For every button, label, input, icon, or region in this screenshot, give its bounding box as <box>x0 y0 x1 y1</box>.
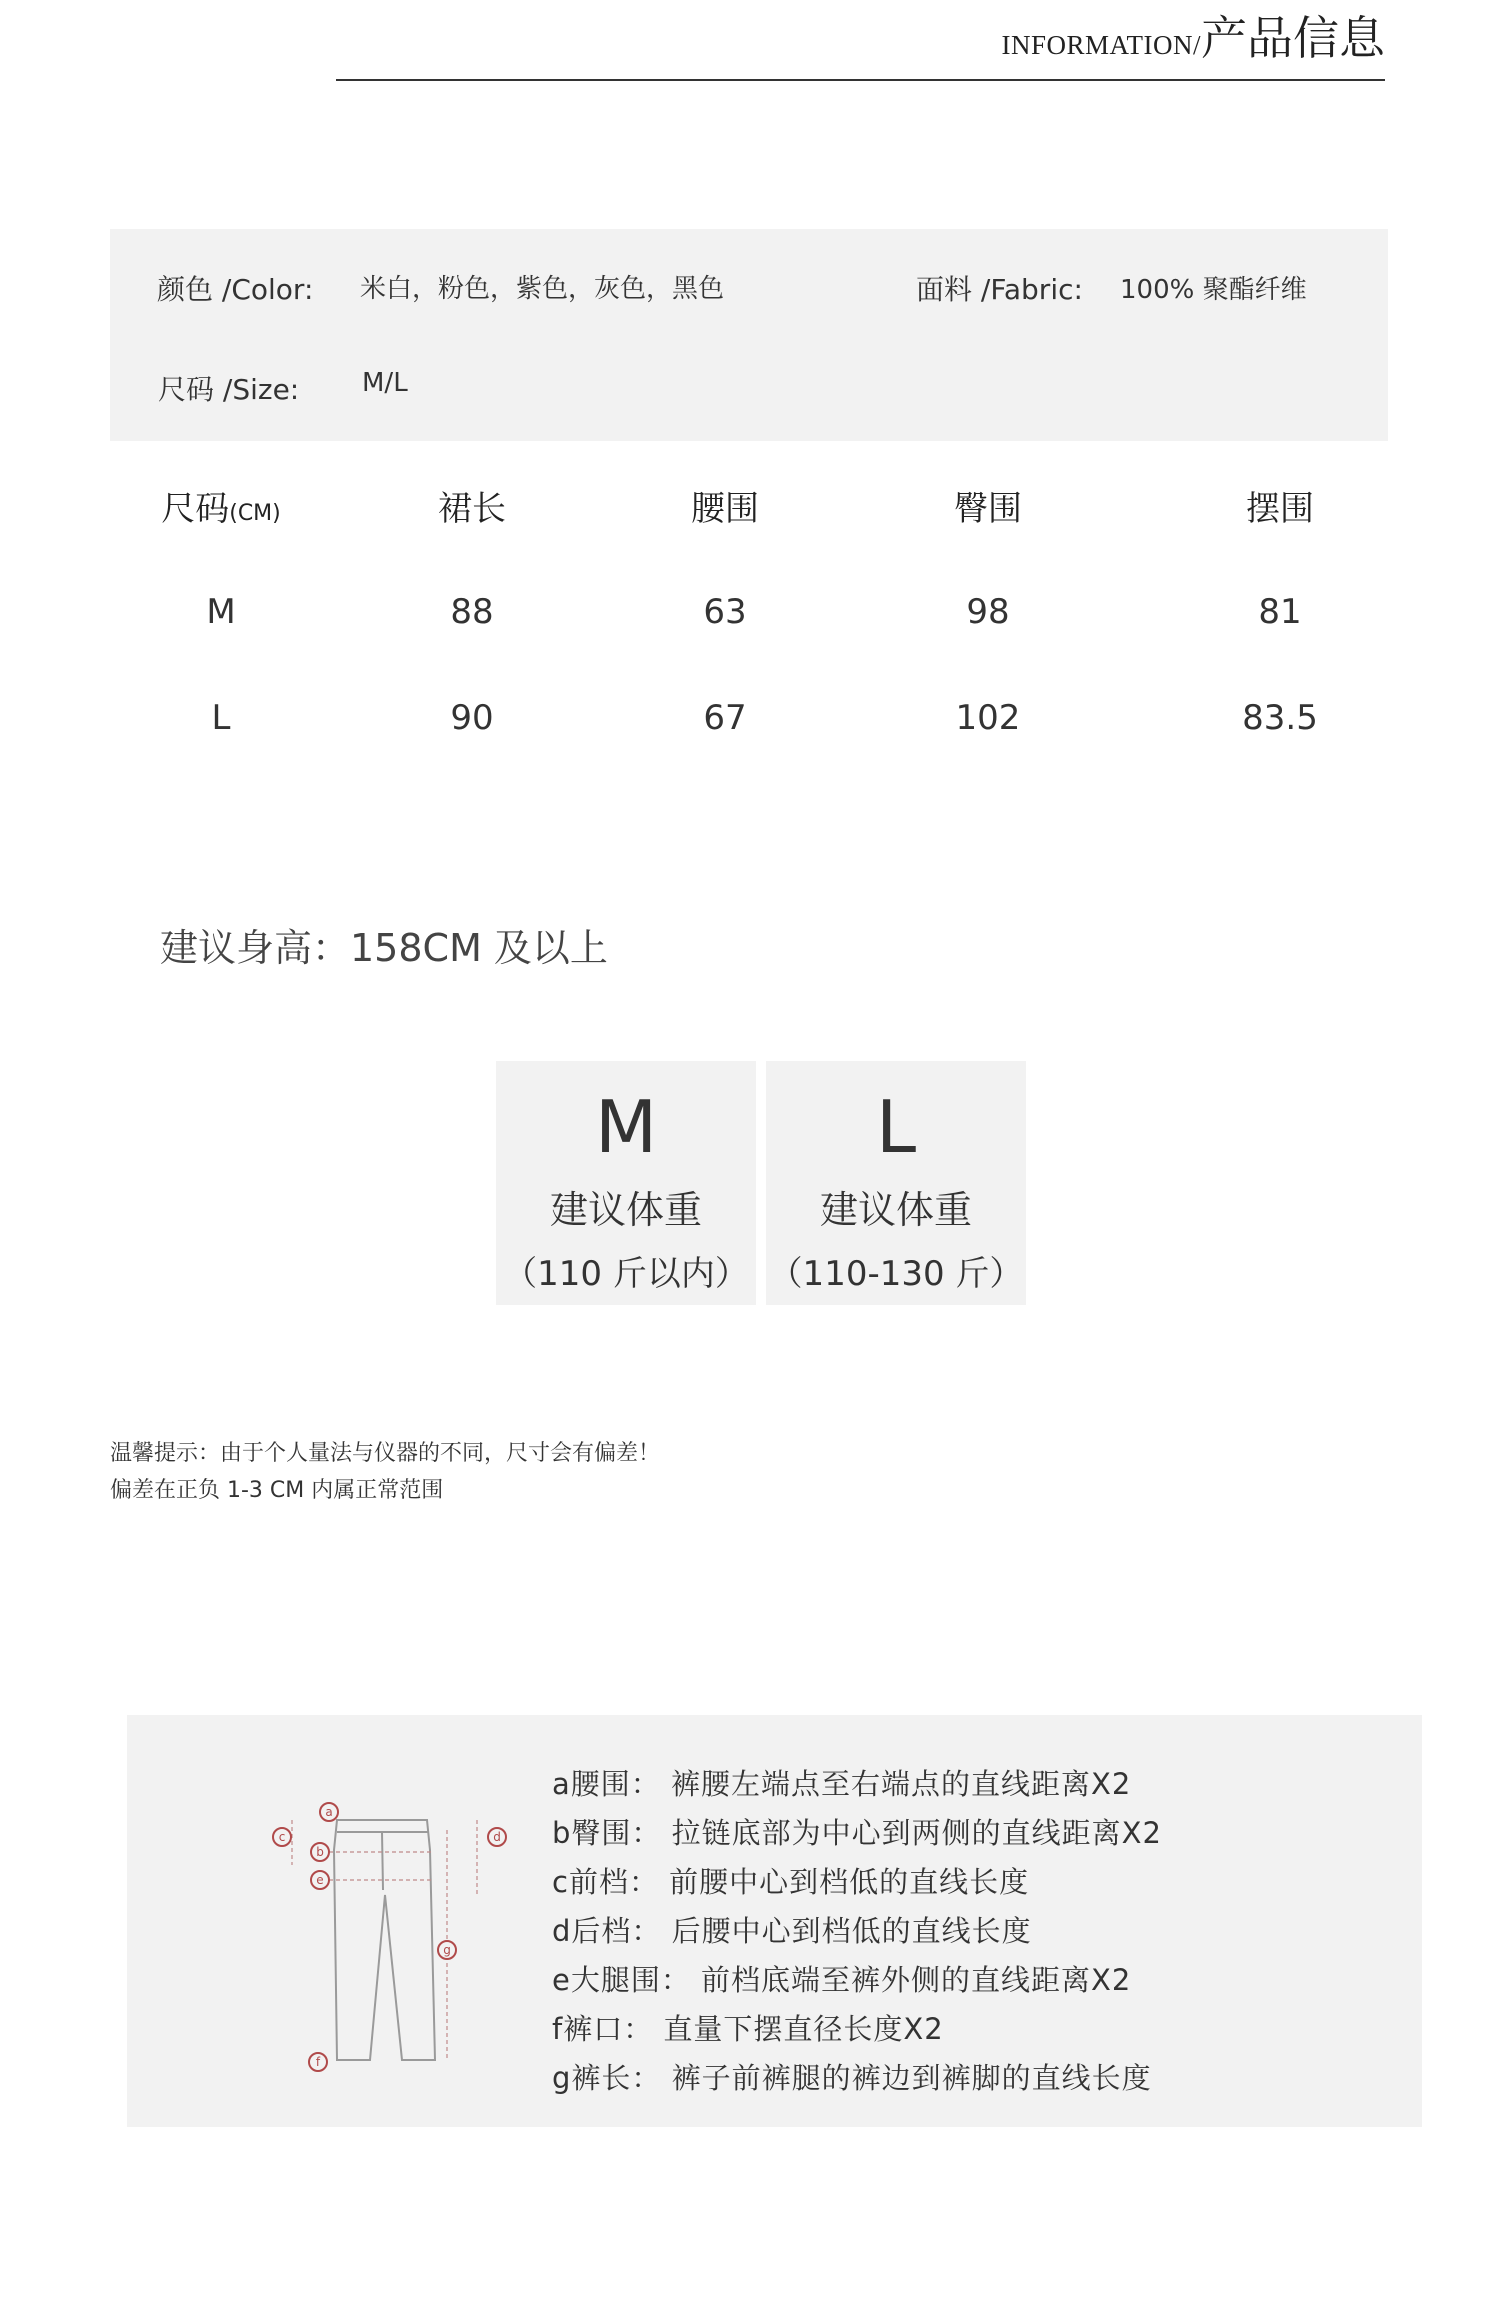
legend-item-d: d后档： 后腰中心到档低的直线长度 <box>552 1914 1032 1948</box>
table-header-waist: 腰围 <box>691 489 759 529</box>
marker-b: b <box>316 1845 324 1859</box>
legend-item-e: e大腿围： 前档底端至裤外侧的直线距离X2 <box>552 1963 1132 1997</box>
table-cell: 88 <box>450 592 494 632</box>
table-cell: 102 <box>955 698 1021 738</box>
recommended-height: 建议身高：158CM 及以上 <box>160 926 608 970</box>
pants-diagram <box>252 1790 512 2090</box>
marker-d: d <box>493 1830 501 1844</box>
table-cell: 90 <box>450 698 494 738</box>
header-divider <box>336 79 1385 81</box>
table-cell: 63 <box>703 592 747 632</box>
table-header-size <box>161 481 281 530</box>
title-chinese: 产品信息 <box>1201 11 1385 65</box>
marker-c: c <box>278 1830 286 1844</box>
table-header-length: 裙长 <box>438 489 506 529</box>
weight-card-size: M <box>594 1085 658 1169</box>
pants-outline <box>334 1820 435 2060</box>
table-header-hip: 臀围 <box>954 489 1022 529</box>
color-value: 米白，粉色，紫色，灰色，黑色 <box>360 274 725 304</box>
table-cell: 98 <box>966 592 1010 632</box>
weight-card-l <box>766 1061 1026 1305</box>
color-label: 颜色 /Color: <box>157 273 314 306</box>
marker-f: f <box>315 2055 321 2069</box>
legend-item-g: g裤长： 裤子前裤腿的裤边到裤脚的直线长度 <box>552 2061 1152 2095</box>
fabric-label: 面料 /Fabric: <box>916 273 1083 306</box>
marker-g: g <box>443 1943 451 1957</box>
product-info-panel <box>110 229 1388 441</box>
notice-line-1: 温馨提示：由于个人量法与仪器的不同，尺寸会有偏差！ <box>110 1441 661 1466</box>
page-title <box>1001 2 1385 68</box>
table-header-size-label: 尺码 <box>161 489 230 529</box>
legend-item-a: a腰围： 裤腰左端点至右端点的直线距离X2 <box>552 1767 1132 1801</box>
marker-e: e <box>316 1873 324 1887</box>
size-value: M/L <box>362 368 408 398</box>
size-label: 尺码 /Size: <box>158 373 300 406</box>
legend-item-f: f裤口： 直量下摆直径长度X2 <box>552 2012 944 2046</box>
weight-card-m <box>496 1061 756 1305</box>
title-english: INFORMATION/ <box>1001 30 1201 60</box>
weight-card-range: （110-130 斤） <box>768 1254 1024 1294</box>
table-cell: L <box>211 698 231 738</box>
table-cell: 81 <box>1258 592 1302 632</box>
table-cell: 67 <box>703 698 747 738</box>
weight-card-size: L <box>875 1085 917 1169</box>
table-header-unit: (CM) <box>229 501 281 526</box>
table-header-hem: 摆围 <box>1246 489 1314 529</box>
marker-a: a <box>325 1805 333 1819</box>
table-cell: M <box>206 592 236 632</box>
weight-card-label: 建议体重 <box>549 1188 702 1232</box>
legend-item-c: c前档： 前腰中心到档低的直线长度 <box>552 1865 1030 1899</box>
fabric-value: 100% 聚酯纤维 <box>1120 275 1307 305</box>
weight-card-label: 建议体重 <box>819 1188 972 1232</box>
notice-line-2: 偏差在正负 1-3 CM 内属正常范围 <box>110 1478 444 1503</box>
weight-card-range: （110 斤以内） <box>503 1254 749 1294</box>
legend-item-b: b臀围： 拉链底部为中心到两侧的直线距离X2 <box>552 1816 1162 1850</box>
table-cell: 83.5 <box>1242 698 1318 738</box>
